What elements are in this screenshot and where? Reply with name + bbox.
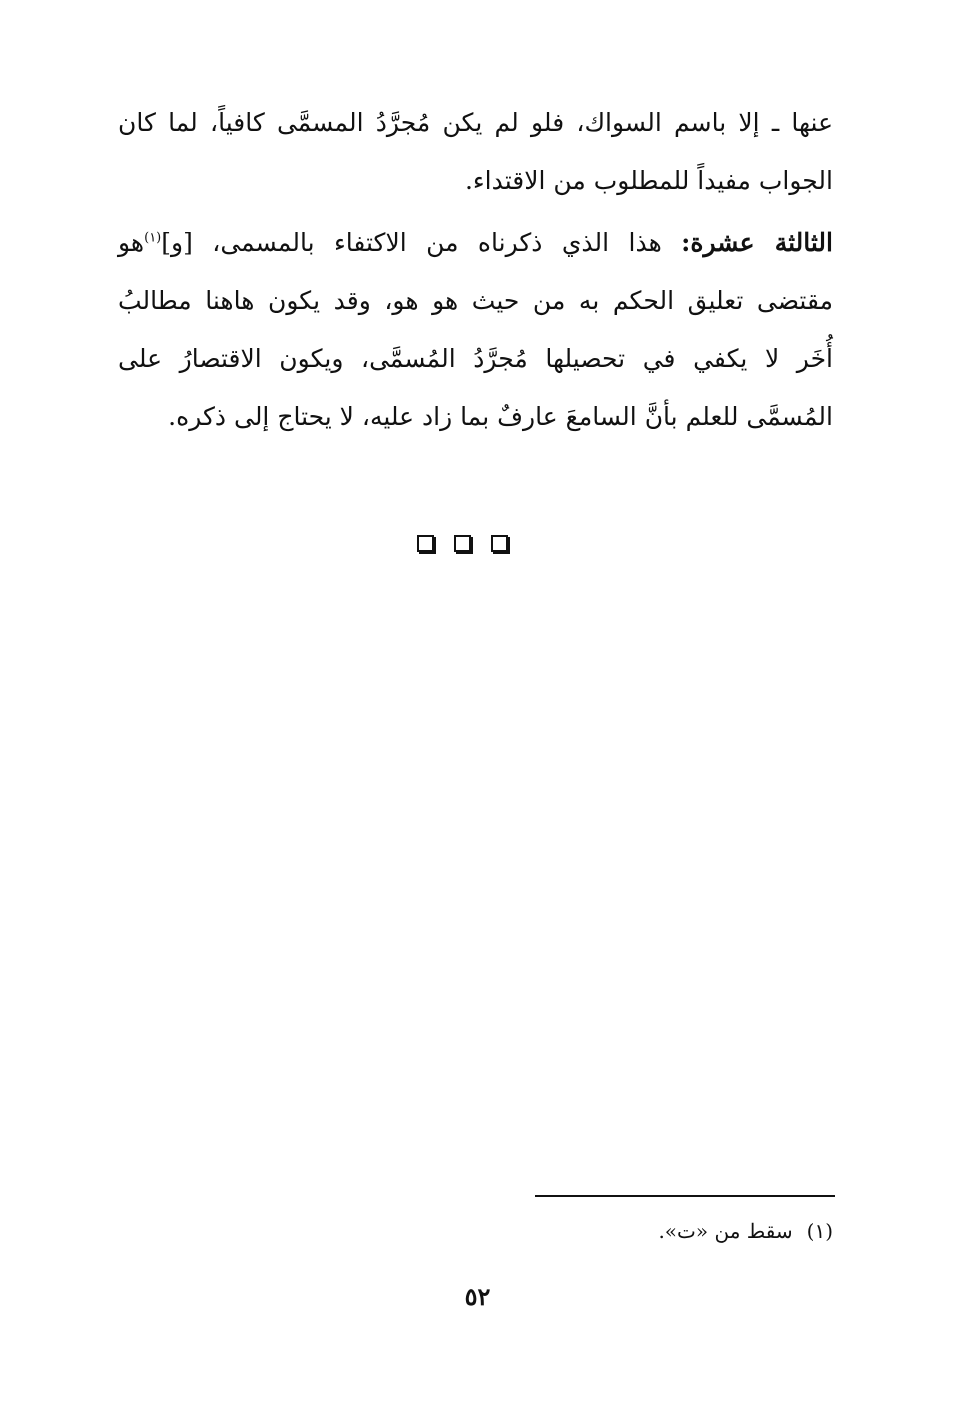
footnote-text: سقط من «ت». xyxy=(658,1219,793,1243)
footnote-separator xyxy=(535,1195,835,1197)
divider-square-icon xyxy=(454,535,471,552)
page-number: ٥٢ xyxy=(464,1282,491,1311)
paragraph-2-line-2: مقتضى تعليق الحكم به من حيث هو هو، وقد يكون هاهنا مطالبُ xyxy=(118,286,833,315)
section-divider xyxy=(417,535,508,552)
divider-square-icon xyxy=(417,535,434,552)
section-heading: الثالثة عشرة: xyxy=(681,228,833,257)
footnote-number: (١) xyxy=(806,1219,833,1243)
divider-square-icon xyxy=(491,535,508,552)
main-text xyxy=(118,94,833,446)
paragraph-2-line-1-text: هذا الذي ذكرناه من الاكتفاء بالمسمى، [و] xyxy=(161,228,682,257)
paragraph-1-line-2: الجواب مفيداً للمطلوب من الاقتداء. xyxy=(464,166,833,195)
paragraph-2-line-4: المُسمَّى للعلم بأنَّ السامعَ عارفٌ بما زاد عليه، لا يحتاج إلى ذكره. xyxy=(168,402,833,431)
paragraph-2-line-1-tail: هو xyxy=(118,228,145,257)
paragraph-1-line-1: عنها ـ إلا باسم السواك، فلو لم يكن مُجرَّدُ المسمَّى كافياً، لما كان xyxy=(118,108,833,137)
footnote xyxy=(658,1214,833,1248)
paragraph-2-line-3: أُخَر لا يكفي في تحصيلها مُجرَّدُ المُسمَّى، ويكون الاقتصارُ على xyxy=(118,344,833,373)
footnote-reference: (١) xyxy=(144,230,162,246)
paragraph-2-line-1 xyxy=(118,214,833,272)
